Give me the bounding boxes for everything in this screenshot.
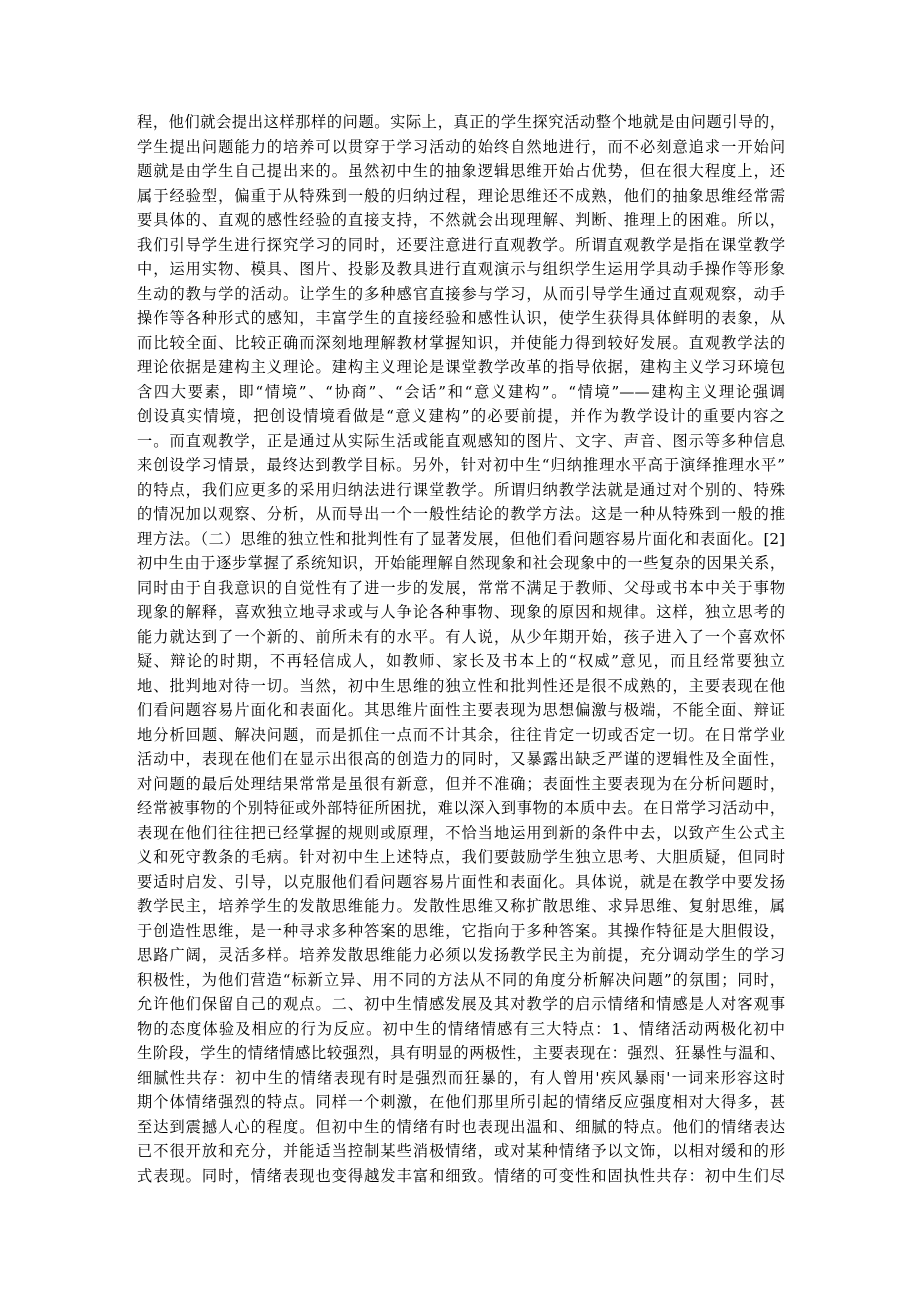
text-line: 学生提出问题能力的培养可以贯穿于学习活动的始终自然地进行，而不必刻意追求一开始问	[137, 137, 785, 156]
text-line: 创设真实情境，把创设情境看做是“意义建构”的必要前提，并作为教学设计的重要内容之	[137, 407, 785, 425]
text-line: 的特点，我们应更多的采用归纳法进行课堂教学。所谓归纳教学法就是通过对个别的、特殊	[137, 480, 785, 499]
text-line: 积极性，为他们营造“标新立异、用不同的方法从不同的角度分析解决问题”的氛围；同时，	[137, 970, 785, 989]
text-line: 经常被事物的个别特征或外部特征所困扰，难以深入到事物的本质中去。在日常学习活动中，	[137, 799, 785, 817]
text-line: 地、批判地对待一切。当然，初中生思维的独立性和批判性还是很不成熟的，主要表现在他	[137, 676, 785, 695]
text-line: 允许他们保留自己的观点。二、初中生情感发展及其对教学的启示情绪和情感是人对客观事	[137, 995, 785, 1013]
text-line: 初中生由于逐步掌握了系统知识，开始能理解自然现象和社会现象中的一些复杂的因果关系，	[137, 554, 785, 572]
text-line: 要适时启发、引导，以克服他们看问题容易片面性和表面化。具体说，就是在教学中要发扬	[137, 872, 785, 891]
text-line: 至达到震撼人心的程度。但初中生的情绪有时也表现出温和、细腻的特点。他们的情绪表达	[137, 1117, 785, 1136]
text-line: 题就是由学生自己提出来的。虽然初中生的抽象逻辑思维开始占优势，但在很大程度上，还	[137, 162, 785, 180]
text-line: 生阶段，学生的情绪情感比较强烈，具有明显的两极性，主要表现在：强烈、狂暴性与温和、	[137, 1044, 785, 1062]
text-line: 能力就达到了一个新的、前所未有的水平。有人说，从少年期开始，孩子进入了一个喜欢怀	[137, 627, 785, 646]
text-line: 义和死守教条的毛病。针对初中生上述特点，我们要鼓励学生独立思考、大胆质疑，但同时	[137, 848, 785, 866]
text-line: 疑、辩论的时期，不再轻信成人，如教师、家长及书本上的“权威”意见，而且经常要独立	[137, 652, 785, 670]
text-line: 而比较全面、比较正确而深刻地理解教材掌握知识，并使能力得到较好发展。直观教学法的	[137, 333, 785, 352]
text-line: 含四大要素，即“情境”、“协商”、“会话”和“意义建构”。“情境”——建构主义理论强调	[137, 382, 785, 401]
text-line: 中，运用实物、模具、图片、投影及教具进行直观演示与组织学生运用学具动手操作等形象	[137, 260, 785, 278]
text-line: 于创造性思维，是一种寻求多种答案的思维，它指向于多种答案。其操作特征是大胆假设，	[137, 921, 785, 940]
text-line: 教学民主，培养学生的发散思维能力。发散性思维又称扩散思维、求异思维、复射思维，属	[137, 897, 785, 915]
text-line: 期个体情绪强烈的特点。同样一个刺激，在他们那里所引起的情绪反应强度相对大得多，甚	[137, 1093, 785, 1111]
text-line: 表现在他们往往把已经掌握的规则或原理，不恰当地运用到新的条件中去，以致产生公式主	[137, 823, 785, 842]
text-line: 们看问题容易片面化和表面化。其思维片面性主要表现为思想偏激与极端，不能全面、辩证	[137, 701, 785, 719]
text-line: 的情况加以观察、分析，从而导出一个一般性结论的教学方法。这是一种从特殊到一般的推	[137, 505, 785, 523]
text-line: 细腻性共存：初中生的情绪表现有时是强烈而狂暴的，有人曾用'疾风暴雨'一词来形容这时	[137, 1068, 785, 1087]
text-line: 式表现。同时，情绪表现也变得越发丰富和细致。情绪的可变性和固执性共存：初中生们尽	[137, 1166, 785, 1185]
text-line: 已不很开放和充分，并能适当控制某些消极情绪，或对某种情绪予以文饰，以相对缓和的形	[137, 1142, 785, 1160]
text-line: 要具体的、直观的感性经验的直接支持，不然就会出现理解、判断、推理上的困难。所以，	[137, 211, 785, 229]
text-line: 地分析回题、解决问题，而是抓住一点而不计其余，往往肯定一切或否定一切。在日常学业	[137, 725, 785, 744]
text-line: 同时由于自我意识的自觉性有了进一步的发展，常常不满足于教师、父母或书本中关于事物	[137, 578, 785, 597]
text-line: 理方法。（二）思维的独立性和批判性有了显著发展，但他们看问题容易片面化和表面化。[2]	[137, 529, 785, 548]
text-line: 属于经验型，偏重于从特殊到一般的归纳过程，理论思维还不成熟，他们的抽象思维经常需	[137, 186, 785, 205]
body-text	[137, 110, 785, 1188]
text-line: 对问题的最后处理结果常常是虽很有新意，但并不准确；表面性主要表现为在分析问题时，	[137, 774, 785, 793]
text-line: 我们引导学生进行探究学习的同时，还要注意进行直观教学。所谓直观教学是指在课堂教学	[137, 235, 785, 254]
text-line: 程，他们就会提出这样那样的问题。实际上，真正的学生探究活动整个地就是由问题引导的，	[137, 113, 785, 131]
text-line: 一。而直观教学，正是通过从实际生活或能直观感知的图片、文字、声音、图示等多种信息	[137, 431, 785, 450]
text-line: 来创设学习情景，最终达到教学目标。另外，针对初中生“归纳推理水平高于演绎推理水平”	[137, 456, 785, 474]
text-line: 操作等各种形式的感知，丰富学生的直接经验和感性认识，使学生获得具体鲜明的表象，从	[137, 309, 785, 327]
text-line: 活动中，表现在他们在显示出很高的创造力的同时，又暴露出缺乏严谨的逻辑性及全面性，	[137, 750, 785, 768]
text-line: 现象的解释，喜欢独立地寻求或与人争论各种事物、现象的原因和规律。这样，独立思考的	[137, 603, 785, 621]
text-line: 物的态度体验及相应的行为反应。初中生的情绪情感有三大特点：1、情绪活动两极化初中	[137, 1019, 785, 1038]
text-line: 理论依据是建构主义理论。建构主义理论是课堂教学改革的指导依据，建构主义学习环境包	[137, 358, 785, 376]
text-line: 生动的教与学的活动。让学生的多种感官直接参与学习，从而引导学生通过直观观察，动手	[137, 284, 785, 303]
text-line: 思路广阔，灵活多样。培养发散思维能力必须以发扬教学民主为前提，充分调动学生的学习	[137, 946, 785, 964]
